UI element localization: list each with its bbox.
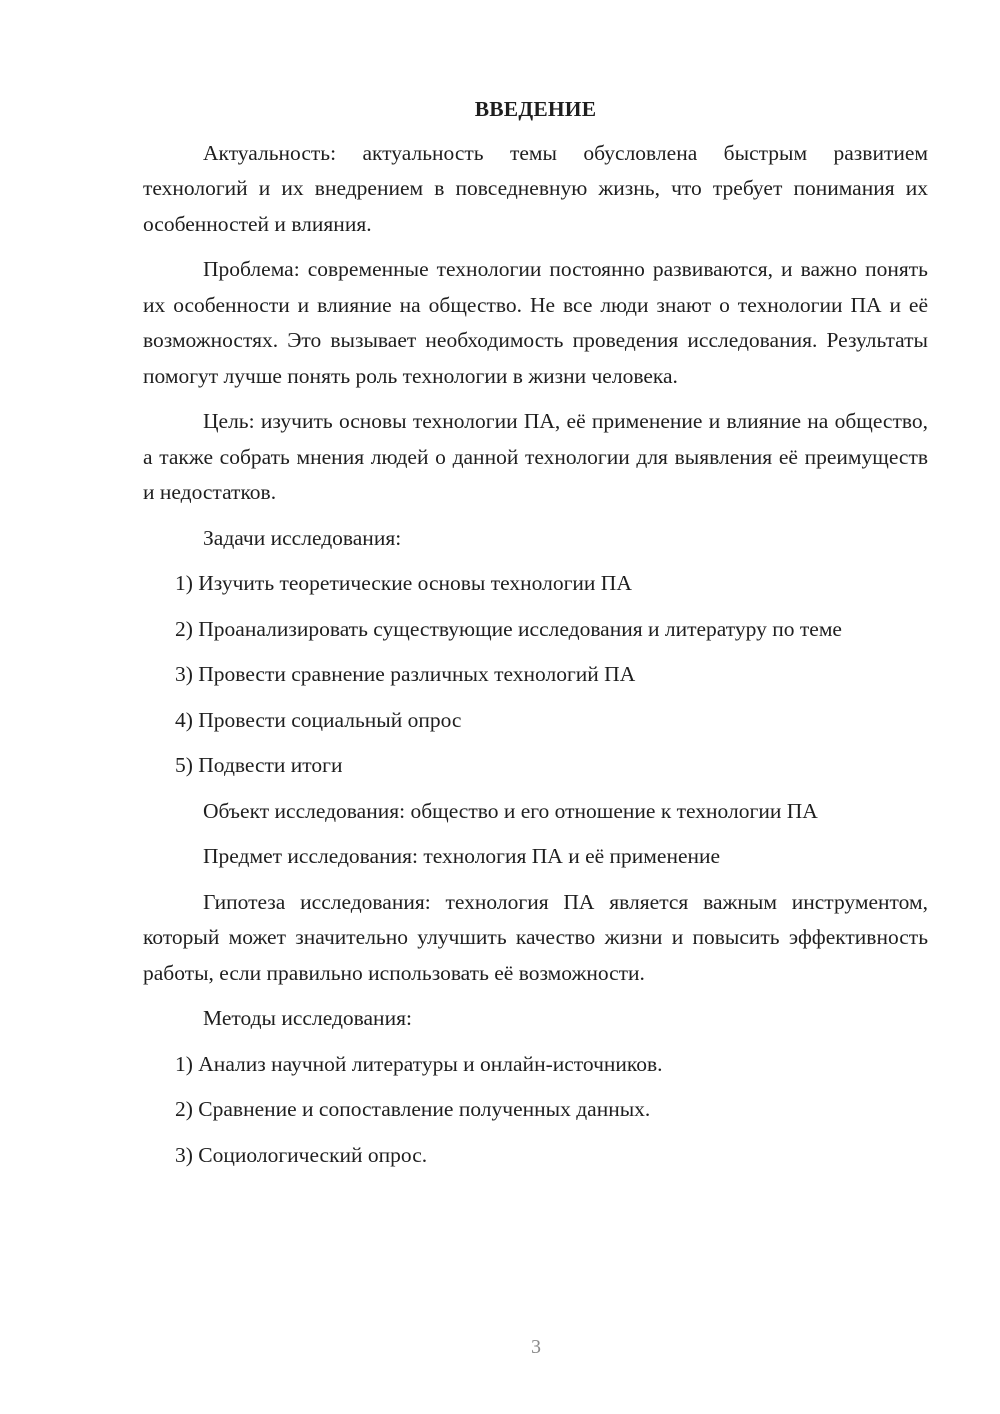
document-page	[143, 92, 928, 1183]
task-item: 4) Провести социальный опрос	[175, 707, 462, 732]
method-item: 2) Сравнение и сопоставление полученных данных.	[175, 1097, 651, 1121]
tasks-list	[143, 566, 928, 784]
task-item: 1) Изучить теоретические основы технологии ПА	[175, 571, 632, 595]
page-number: 3	[531, 1336, 541, 1358]
problem-paragraph: Проблема: современные технологии постоянно развиваются, и важно понять их особенности и влияние на общество. Не все люди знают о технологии ПА и её возможностях. Это вызывает необходимость проведения исследования. Результаты помогут лучше понять роль технологии в жизни человека.	[143, 257, 928, 388]
object-paragraph: Объект исследования: общество и его отношение к технологии ПА	[203, 798, 818, 823]
relevance-paragraph: Актуальность: актуальность темы обусловлена быстрым развитием технологий и их внедрением в повседневную жизнь, что требует понимания их особенностей и влияния.	[143, 140, 928, 236]
task-item: 2) Проанализировать существующие исследования и литературу по теме	[175, 616, 842, 641]
method-item: 3) Социологический опрос.	[175, 1142, 428, 1167]
goal-paragraph: Цель: изучить основы технологии ПА, её применение и влияние на общество, а также собрать мнения людей о данной технологии для выявления её преимуществ и недостатков.	[143, 409, 928, 504]
task-item: 5) Подвести итоги	[175, 753, 343, 777]
methods-list	[143, 1047, 928, 1174]
page-title: ВВЕДЕНИЕ	[474, 97, 597, 121]
hypothesis-paragraph: Гипотеза исследования: технология ПА является важным инструментом, который может значительно улучшить качество жизни и повысить эффективность работы, если правильно использовать её возможности.	[143, 889, 928, 985]
task-item: 3) Провести сравнение различных технологий ПА	[175, 662, 636, 686]
methods-heading: Методы исследования:	[203, 1006, 412, 1030]
tasks-heading: Задачи исследования:	[203, 525, 402, 550]
subject-paragraph: Предмет исследования: технология ПА и её применение	[203, 844, 721, 868]
method-item: 1) Анализ научной литературы и онлайн-источников.	[175, 1051, 663, 1076]
